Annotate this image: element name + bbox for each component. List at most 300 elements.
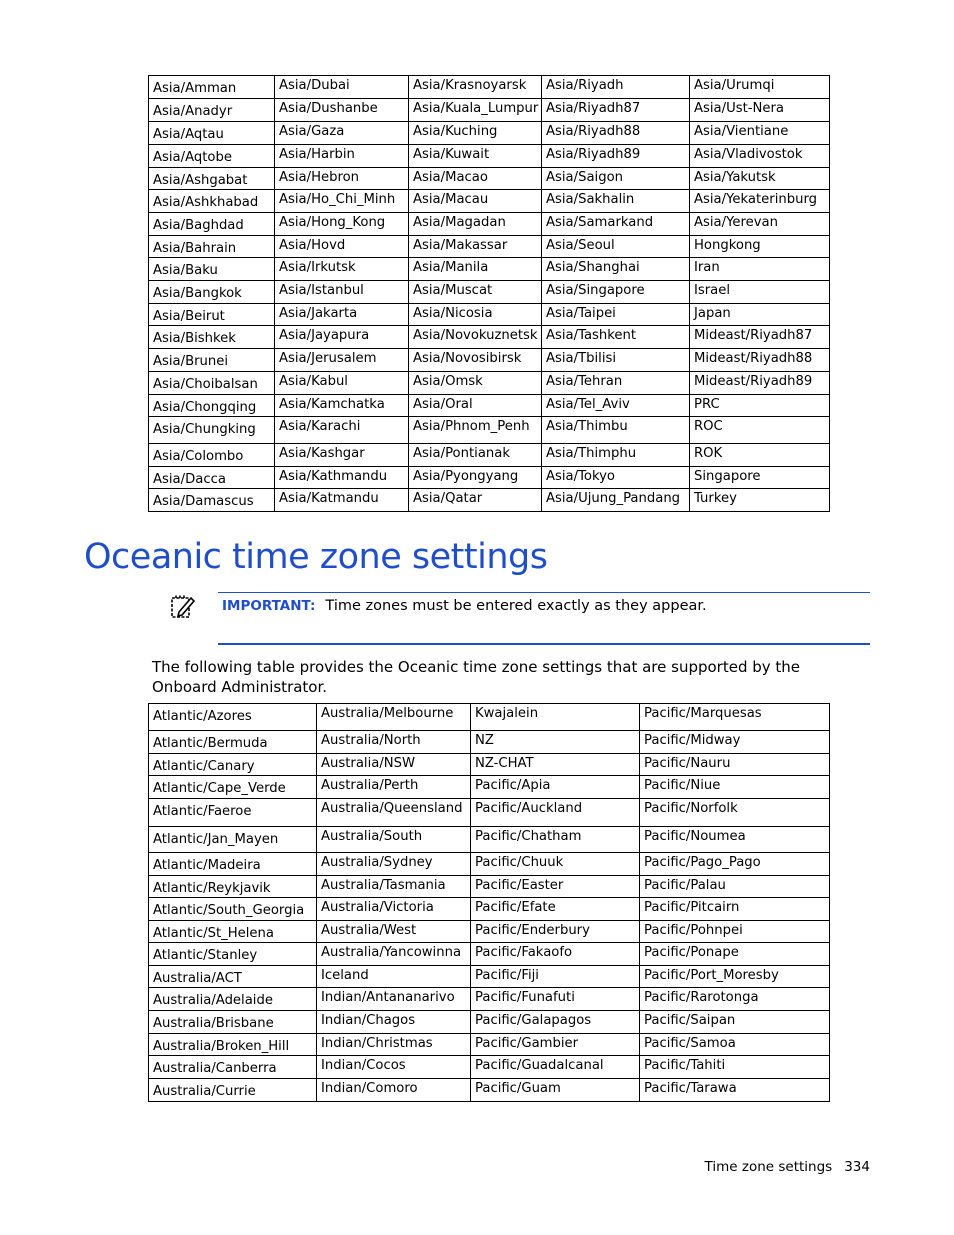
- table-cell: [275, 467, 409, 489]
- table-cell: [409, 281, 542, 304]
- table-cell: [149, 988, 317, 1011]
- cell-text: Asia/Riyadh87: [546, 101, 641, 116]
- cell-text: Asia/Yekaterinburg: [694, 192, 817, 207]
- table-cell: [471, 731, 640, 754]
- table-cell: [149, 304, 275, 326]
- table-cell: [542, 145, 690, 168]
- cell-text: Atlantic/Jan_Mayen: [153, 832, 279, 847]
- table-cell: [640, 1079, 830, 1102]
- table-cell: [542, 395, 690, 417]
- cell-text: Asia/Vientiane: [694, 124, 789, 139]
- table-cell: [409, 190, 542, 213]
- cell-text: Asia/Kashgar: [279, 446, 365, 461]
- table-row: [149, 236, 830, 258]
- cell-text: Australia/Queensland: [321, 801, 463, 816]
- table-row: [149, 988, 830, 1011]
- table-cell: [471, 966, 640, 988]
- cell-text: Asia/Dacca: [153, 472, 226, 487]
- cell-text: Asia/Qatar: [413, 491, 483, 506]
- cell-text: Pacific/Efate: [475, 900, 556, 915]
- table-cell: [640, 898, 830, 921]
- cell-text: Mideast/Riyadh88: [694, 351, 813, 366]
- table-cell: [471, 1079, 640, 1102]
- cell-text: Atlantic/Bermuda: [153, 736, 268, 751]
- cell-text: Australia/Yancowinna: [321, 945, 462, 960]
- table-row: [149, 921, 830, 943]
- cell-text: Pacific/Nauru: [644, 756, 731, 771]
- cell-text: Asia/Nicosia: [413, 306, 493, 321]
- table-cell: [690, 122, 830, 145]
- table-cell: [542, 236, 690, 258]
- table-row: [149, 1056, 830, 1079]
- table-row: [149, 731, 830, 754]
- table-cell: [317, 754, 471, 776]
- note-label: IMPORTANT:: [222, 598, 316, 614]
- cell-text: Israel: [694, 283, 731, 298]
- table-row: [149, 372, 830, 395]
- cell-text: Asia/Chungking: [153, 422, 256, 437]
- cell-text: Indian/Cocos: [321, 1058, 406, 1073]
- cell-text: Indian/Chagos: [321, 1013, 416, 1028]
- table-cell: [149, 1011, 317, 1034]
- cell-text: Asia/Vladivostok: [694, 147, 803, 162]
- cell-text: Asia/Colombo: [153, 449, 244, 464]
- cell-text: Mideast/Riyadh89: [694, 374, 813, 389]
- table-cell: [149, 99, 275, 122]
- cell-text: Pacific/Samoa: [644, 1036, 736, 1051]
- table-row: [149, 876, 830, 898]
- table-row: [149, 213, 830, 236]
- table-cell: [471, 1056, 640, 1079]
- cell-text: Asia/Istanbul: [279, 283, 364, 298]
- cell-text: Australia/Tasmania: [321, 878, 446, 893]
- table-cell: [275, 372, 409, 395]
- cell-text: Asia/Jerusalem: [279, 351, 377, 366]
- cell-text: Australia/Broken_Hill: [153, 1039, 290, 1054]
- cell-text: Iran: [694, 260, 720, 275]
- note-body: Time zones must be entered exactly as they appear.: [325, 598, 707, 614]
- cell-text: Asia/Kuwait: [413, 147, 490, 162]
- cell-text: Asia/Bishkek: [153, 331, 236, 346]
- cell-text: Asia/Beirut: [153, 309, 225, 324]
- cell-text: Pacific/Chuuk: [475, 855, 564, 870]
- cell-text: NZ-CHAT: [475, 756, 534, 771]
- table-cell: [542, 489, 690, 512]
- cell-text: Asia/Brunei: [153, 354, 229, 369]
- table-cell: [275, 213, 409, 236]
- cell-text: Asia/Aqtau: [153, 127, 224, 142]
- table-cell: [149, 921, 317, 943]
- cell-text: Australia/Sydney: [321, 855, 433, 870]
- table-cell: [640, 1011, 830, 1034]
- table-cell: [640, 943, 830, 966]
- table-cell: [149, 489, 275, 512]
- cell-text: Asia/Hovd: [279, 238, 346, 253]
- table-cell: [690, 258, 830, 281]
- table-cell: [317, 731, 471, 754]
- table-cell: [471, 1034, 640, 1056]
- table-cell: [640, 1056, 830, 1079]
- table-row: [149, 145, 830, 168]
- cell-text: Asia/Baghdad: [153, 218, 244, 233]
- table-cell: [317, 799, 471, 827]
- table-cell: [409, 467, 542, 489]
- table-cell: [640, 731, 830, 754]
- cell-text: Asia/Amman: [153, 81, 237, 96]
- cell-text: Asia/Riyadh89: [546, 147, 641, 162]
- cell-text: Pacific/Guam: [475, 1081, 561, 1096]
- cell-text: Asia/Anadyr: [153, 104, 233, 119]
- table-cell: [317, 921, 471, 943]
- table-cell: [690, 372, 830, 395]
- cell-text: Atlantic/Reykjavik: [153, 881, 271, 896]
- table-cell: [317, 876, 471, 898]
- table-cell: [317, 1056, 471, 1079]
- table-cell: [690, 168, 830, 190]
- cell-text: Asia/Hong_Kong: [279, 215, 386, 230]
- cell-text: Australia/South: [321, 829, 423, 844]
- table-cell: [317, 827, 471, 853]
- table-cell: [640, 988, 830, 1011]
- table-row: [149, 1034, 830, 1056]
- table-cell: [149, 372, 275, 395]
- cell-text: Asia/Karachi: [279, 419, 361, 434]
- cell-text: Asia/Macau: [413, 192, 489, 207]
- cell-text: Pacific/Fiji: [475, 968, 539, 983]
- section-title: Oceanic time zone settings: [84, 537, 548, 577]
- table-cell: [275, 304, 409, 326]
- table-cell: [690, 489, 830, 512]
- cell-text: Asia/Ashkhabad: [153, 195, 259, 210]
- cell-text: Asia/Choibalsan: [153, 377, 258, 392]
- cell-text: Asia/Taipei: [546, 306, 616, 321]
- cell-text: Asia/Novokuznetsk: [413, 328, 538, 343]
- cell-text: Pacific/Midway: [644, 733, 741, 748]
- table-cell: [471, 943, 640, 966]
- cell-text: Asia/Pontianak: [413, 446, 510, 461]
- table-cell: [149, 943, 317, 966]
- table-cell: [149, 731, 317, 754]
- table-cell: [640, 704, 830, 731]
- table-cell: [409, 213, 542, 236]
- table-cell: [149, 898, 317, 921]
- table-cell: [542, 281, 690, 304]
- cell-text: Asia/Chongqing: [153, 400, 257, 415]
- cell-text: Iceland: [321, 968, 369, 983]
- cell-text: Atlantic/Madeira: [153, 858, 261, 873]
- table-cell: [409, 76, 542, 99]
- cell-text: Pacific/Noumea: [644, 829, 746, 844]
- table-cell: [275, 258, 409, 281]
- table-cell: [542, 168, 690, 190]
- table-cell: [317, 853, 471, 876]
- table-cell: [542, 372, 690, 395]
- table-cell: [640, 776, 830, 799]
- cell-text: Asia/Thimbu: [546, 419, 628, 434]
- table-cell: [149, 776, 317, 799]
- table-cell: [149, 1056, 317, 1079]
- table-cell: [317, 898, 471, 921]
- cell-text: Asia/Tehran: [546, 374, 623, 389]
- cell-text: Asia/Dubai: [279, 78, 350, 93]
- table-cell: [542, 304, 690, 326]
- table-cell: [690, 99, 830, 122]
- cell-text: Australia/NSW: [321, 756, 416, 771]
- cell-text: Asia/Krasnoyarsk: [413, 78, 527, 93]
- table-cell: [275, 444, 409, 467]
- table-cell: [409, 304, 542, 326]
- cell-text: Asia/Kabul: [279, 374, 348, 389]
- table-cell: [471, 898, 640, 921]
- table-cell: [471, 827, 640, 853]
- table-cell: [275, 417, 409, 444]
- table-row: [149, 754, 830, 776]
- table-cell: [149, 213, 275, 236]
- table-row: [149, 258, 830, 281]
- table-row: [149, 444, 830, 467]
- cell-text: Asia/Tashkent: [546, 328, 637, 343]
- table-cell: [640, 853, 830, 876]
- table-row: [149, 395, 830, 417]
- cell-text: Pacific/Marquesas: [644, 706, 762, 721]
- table-cell: [471, 799, 640, 827]
- table-row: [149, 326, 830, 349]
- cell-text: Kwajalein: [475, 706, 539, 721]
- table-cell: [542, 122, 690, 145]
- cell-text: Asia/Ust-Nera: [694, 101, 785, 116]
- table-row: [149, 99, 830, 122]
- cell-text: Asia/Ho_Chi_Minh: [279, 192, 396, 207]
- important-note: [222, 598, 707, 614]
- table-cell: [542, 190, 690, 213]
- table-row: [149, 489, 830, 512]
- cell-text: Asia/Tel_Aviv: [546, 397, 630, 412]
- cell-text: Pacific/Enderbury: [475, 923, 590, 938]
- cell-text: Asia/Kuala_Lumpur: [413, 101, 539, 116]
- table-cell: [317, 1079, 471, 1102]
- cell-text: ROK: [694, 446, 723, 461]
- table-cell: [471, 776, 640, 799]
- table-row: [149, 304, 830, 326]
- table-cell: [471, 853, 640, 876]
- table-cell: [542, 349, 690, 372]
- cell-text: NZ: [475, 733, 494, 748]
- table-cell: [409, 145, 542, 168]
- cell-text: Asia/Riyadh: [546, 78, 624, 93]
- table-row: [149, 281, 830, 304]
- cell-text: Asia/Yakutsk: [694, 170, 776, 185]
- table-row: [149, 76, 830, 99]
- cell-text: Pacific/Guadalcanal: [475, 1058, 604, 1073]
- table-row: [149, 349, 830, 372]
- cell-text: Pacific/Tahiti: [644, 1058, 726, 1073]
- table-cell: [275, 395, 409, 417]
- cell-text: Asia/Singapore: [546, 283, 645, 298]
- cell-text: Pacific/Port_Moresby: [644, 968, 779, 983]
- cell-text: Australia/Perth: [321, 778, 419, 793]
- table-cell: [275, 122, 409, 145]
- cell-text: Indian/Comoro: [321, 1081, 418, 1096]
- table-cell: [409, 258, 542, 281]
- cell-text: Asia/Novosibirsk: [413, 351, 522, 366]
- table-cell: [275, 281, 409, 304]
- table-cell: [149, 76, 275, 99]
- table-cell: [542, 76, 690, 99]
- footer-section-name: Time zone settings: [704, 1159, 833, 1175]
- cell-text: Asia/Ashgabat: [153, 173, 248, 188]
- table-cell: [149, 799, 317, 827]
- cell-text: Asia/Urumqi: [694, 78, 775, 93]
- cell-text: Asia/Magadan: [413, 215, 506, 230]
- intro-paragraph: The following table provides the Oceanic time zone settings that are supported by the Onboard Administrator.: [152, 658, 801, 696]
- table-cell: [471, 988, 640, 1011]
- table-cell: [542, 467, 690, 489]
- table-cell: [409, 395, 542, 417]
- cell-text: Asia/Katmandu: [279, 491, 379, 506]
- table-cell: [690, 326, 830, 349]
- cell-text: Asia/Dushanbe: [279, 101, 378, 116]
- cell-text: Asia/Kamchatka: [279, 397, 385, 412]
- table-cell: [409, 444, 542, 467]
- cell-text: Pacific/Galapagos: [475, 1013, 592, 1028]
- footer-page-number: 334: [844, 1159, 870, 1175]
- cell-text: Atlantic/Faeroe: [153, 804, 252, 819]
- note-top-rule: [218, 592, 870, 593]
- table-cell: [640, 799, 830, 827]
- table-cell: [542, 417, 690, 444]
- table-cell: [275, 168, 409, 190]
- table-cell: [690, 76, 830, 99]
- table-cell: [409, 326, 542, 349]
- table-cell: [409, 489, 542, 512]
- table-cell: [317, 988, 471, 1011]
- table-row: [149, 168, 830, 190]
- table-row: [149, 417, 830, 444]
- cell-text: Singapore: [694, 469, 761, 484]
- cell-text: Asia/Ujung_Pandang: [546, 491, 681, 506]
- cell-text: Australia/Victoria: [321, 900, 434, 915]
- cell-text: Asia/Macao: [413, 170, 488, 185]
- cell-text: Pacific/Easter: [475, 878, 564, 893]
- cell-text: Australia/Melbourne: [321, 706, 454, 721]
- table-row: [149, 122, 830, 145]
- cell-text: Asia/Bangkok: [153, 286, 242, 301]
- cell-text: Pacific/Norfolk: [644, 801, 738, 816]
- table-cell: [640, 1034, 830, 1056]
- cell-text: Asia/Kathmandu: [279, 469, 388, 484]
- table-cell: [542, 258, 690, 281]
- cell-text: Mideast/Riyadh87: [694, 328, 813, 343]
- note-bottom-rule: [218, 643, 870, 645]
- cell-text: ROC: [694, 419, 723, 434]
- page-footer: [705, 1159, 870, 1175]
- table-cell: [542, 444, 690, 467]
- table-row: [149, 1079, 830, 1102]
- table-cell: [149, 122, 275, 145]
- table-cell: [275, 145, 409, 168]
- table-cell: [275, 236, 409, 258]
- table-row: [149, 467, 830, 489]
- cell-text: Asia/Shanghai: [546, 260, 640, 275]
- table-cell: [690, 444, 830, 467]
- cell-text: PRC: [694, 397, 720, 412]
- cell-text: Asia/Sakhalin: [546, 192, 635, 207]
- table-cell: [275, 489, 409, 512]
- table-cell: [690, 395, 830, 417]
- table-cell: [149, 1079, 317, 1102]
- cell-text: Asia/Oral: [413, 397, 473, 412]
- table-row: [149, 1011, 830, 1034]
- cell-text: Pacific/Saipan: [644, 1013, 736, 1028]
- table-cell: [690, 190, 830, 213]
- cell-text: Pacific/Apia: [475, 778, 551, 793]
- table-cell: [409, 99, 542, 122]
- table-cell: [275, 76, 409, 99]
- cell-text: Asia/Irkutsk: [279, 260, 356, 275]
- cell-text: Asia/Pyongyang: [413, 469, 519, 484]
- table-cell: [275, 349, 409, 372]
- table-cell: [149, 395, 275, 417]
- cell-text: Atlantic/South_Georgia: [153, 903, 305, 918]
- table-row: [149, 943, 830, 966]
- table-row: [149, 966, 830, 988]
- table-cell: [690, 304, 830, 326]
- table-cell: [275, 190, 409, 213]
- table-cell: [149, 827, 317, 853]
- table-cell: [149, 876, 317, 898]
- table-cell: [149, 704, 317, 731]
- table-cell: [471, 921, 640, 943]
- cell-text: Australia/Currie: [153, 1084, 256, 1099]
- table-cell: [542, 326, 690, 349]
- table-cell: [149, 853, 317, 876]
- cell-text: Asia/Bahrain: [153, 241, 237, 256]
- cell-text: Asia/Thimphu: [546, 446, 637, 461]
- cell-text: Asia/Phnom_Penh: [413, 419, 530, 434]
- table-row: [149, 190, 830, 213]
- cell-text: Australia/Adelaide: [153, 993, 273, 1008]
- cell-text: Pacific/Niue: [644, 778, 721, 793]
- table-cell: [690, 281, 830, 304]
- table-cell: [149, 168, 275, 190]
- table-cell: [690, 467, 830, 489]
- table-cell: [690, 349, 830, 372]
- table-cell: [690, 213, 830, 236]
- cell-text: Atlantic/Stanley: [153, 948, 258, 963]
- table-cell: [409, 349, 542, 372]
- cell-text: Asia/Tokyo: [546, 469, 615, 484]
- cell-text: Asia/Seoul: [546, 238, 615, 253]
- cell-text: Atlantic/Cape_Verde: [153, 781, 286, 796]
- table-cell: [542, 213, 690, 236]
- cell-text: Hongkong: [694, 238, 761, 253]
- cell-text: Asia/Riyadh88: [546, 124, 641, 139]
- table-cell: [409, 122, 542, 145]
- table-cell: [149, 1034, 317, 1056]
- table-row: [149, 898, 830, 921]
- cell-text: Asia/Samarkand: [546, 215, 654, 230]
- table-cell: [471, 704, 640, 731]
- table-cell: [149, 754, 317, 776]
- table-cell: [149, 417, 275, 444]
- cell-text: Australia/ACT: [153, 971, 242, 986]
- table-cell: [690, 417, 830, 444]
- table-cell: [149, 190, 275, 213]
- cell-text: Asia/Harbin: [279, 147, 355, 162]
- cell-text: Asia/Kuching: [413, 124, 498, 139]
- table-row: [149, 776, 830, 799]
- table-cell: [640, 966, 830, 988]
